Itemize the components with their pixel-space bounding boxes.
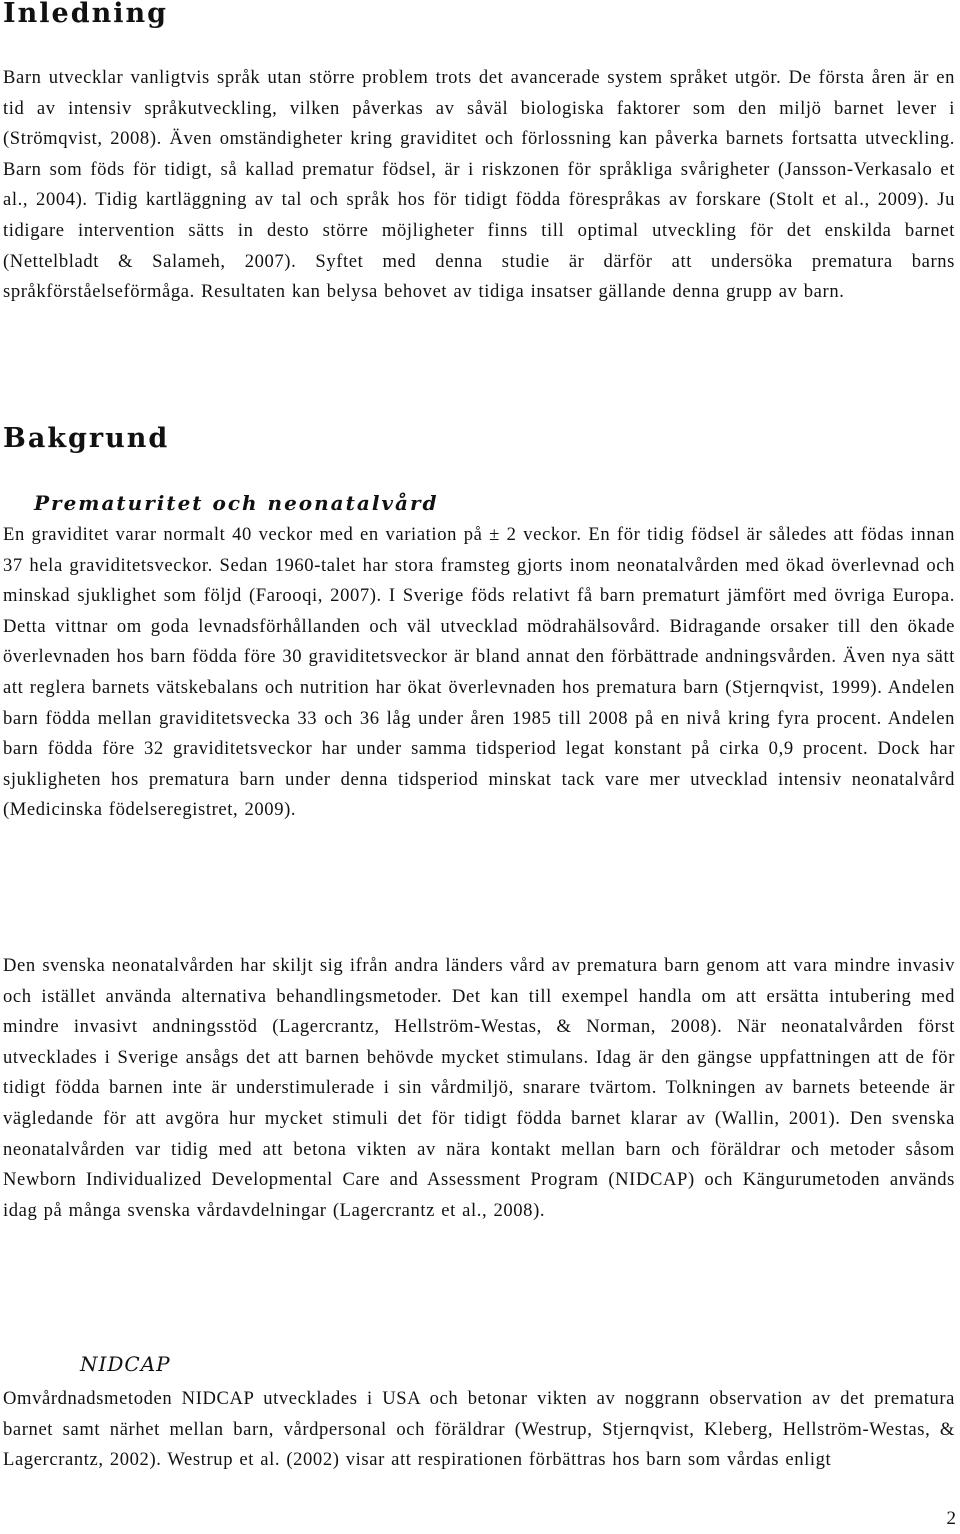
subheading-nidcap: NIDCAP bbox=[80, 1352, 171, 1376]
paragraph-prematuritet-2: Den svenska neonatalvården har skiljt sig ifrån andra länders vård av prematura barn genom att vara mindre invasiv och istället använda alternativa behandlingsmetoder. Det kan till exempel handla om att ersätta intubering med mindre invasivt andningsstöd (Lagercrantz, Hellström-Westas, & Norman, 2008). När neonatalvården först utvecklades i Sverige ansågs det att barnen behövde mycket stimulans. Idag är den gängse uppfattningen att de för tidigt födda barnen inte är understimulerade i sin vårdmiljö, snarare tvärtom. Tolkningen av barnets beteende är vägledande för att avgöra hur mycket stimuli det för tidigt födda barnet klarar av (Wallin, 2001). Den svenska neonatalvården var tidig med att betona vikten av nära kontakt mellan barn och föräldrar och metoder såsom Newborn Individualized Developmental Care and Assessment Program (NIDCAP) och Kängurumetoden används idag på många svenska vårdavdelningar (Lagercrantz et al., 2008). bbox=[3, 955, 955, 1221]
paragraph-prematuritet-1: En graviditet varar normalt 40 veckor med en variation på ± 2 veckor. En för tidig födsel är således att födas innan 37 hela graviditetsveckor. Sedan 1960-talet har stora framsteg gjorts inom neonatalvården med ökad överlevnad och minskad sjuklighet som följd (Farooqi, 2007). I Sverige föds relativt få barn prematurt jämfört med övriga Europa. Detta vittnar om goda levnadsförhållanden och väl utvecklad mödrahälsovård. Bidragande orsaker till den ökade överlevnaden hos barn födda före 30 graviditetsveckor är bland annat den förbättrade andningsvården. Även nya sätt att reglera barnets vätskebalans och nutrition har ökat överlevnaden hos prematura barn (Stjernqvist, 1999). Andelen barn födda mellan graviditetsvecka 33 och 36 låg under åren 1985 till 2008 på en nivå kring fyra procent. Andelen barn födda före 32 graviditetsveckor har under samma tidsperiod legat konstant på cirka 0,9 procent. Dock har sjukligheten hos prematura barn under denna tidsperiod minskat tack vare mer utvecklad intensiv neonatalvård (Medicinska födelseregistret, 2009). bbox=[3, 524, 955, 821]
paragraph-nidcap: Omvårdnadsmetoden NIDCAP utvecklades i USA och betonar vikten av noggrann observation av det prematura barnet samt närhet mellan barn, vårdpersonal och föräldrar (Westrup, Stjernqvist, Kleberg, Hellström-Westas, & Lagercrantz, 2002). Westrup et al. (2002) visar att respirationen förbättras hos barn som vårdas enligt bbox=[3, 1388, 955, 1471]
heading-bakgrund: Bakgrund bbox=[3, 423, 170, 454]
heading-inledning: Inledning bbox=[3, 0, 168, 29]
page-number: 2 bbox=[946, 1508, 956, 1529]
subheading-prematuritet: Prematuritet och neonatalvård bbox=[34, 491, 439, 515]
paragraph-inledning: Barn utvecklar vanligtvis språk utan större problem trots det avancerade system språket utgör. De första åren är en tid av intensiv språkutveckling, vilken påverkas av såväl biologiska faktorer som den miljö barnet lever i (Strömqvist, 2008). Även omständigheter kring graviditet och förlossning kan påverka barnets fortsatta utveckling. Barn som föds för tidigt, så kallad prematur födsel, är i riskzonen för språkliga svårigheter (Jansson-Verkasalo et al., 2004). Tidig kartläggning av tal och språk hos för tidigt födda förespråkas av forskare (Stolt et al., 2009). Ju tidigare intervention sätts in desto större möjligheter finns till optimal utveckling för det enskilda barnet (Nettelbladt & Salameh, 2007). Syftet med denna studie är därför att undersöka prematura barns språkförståelseförmåga. Resultaten kan belysa behovet av tidiga insatser gällande denna grupp av barn. bbox=[3, 67, 955, 303]
